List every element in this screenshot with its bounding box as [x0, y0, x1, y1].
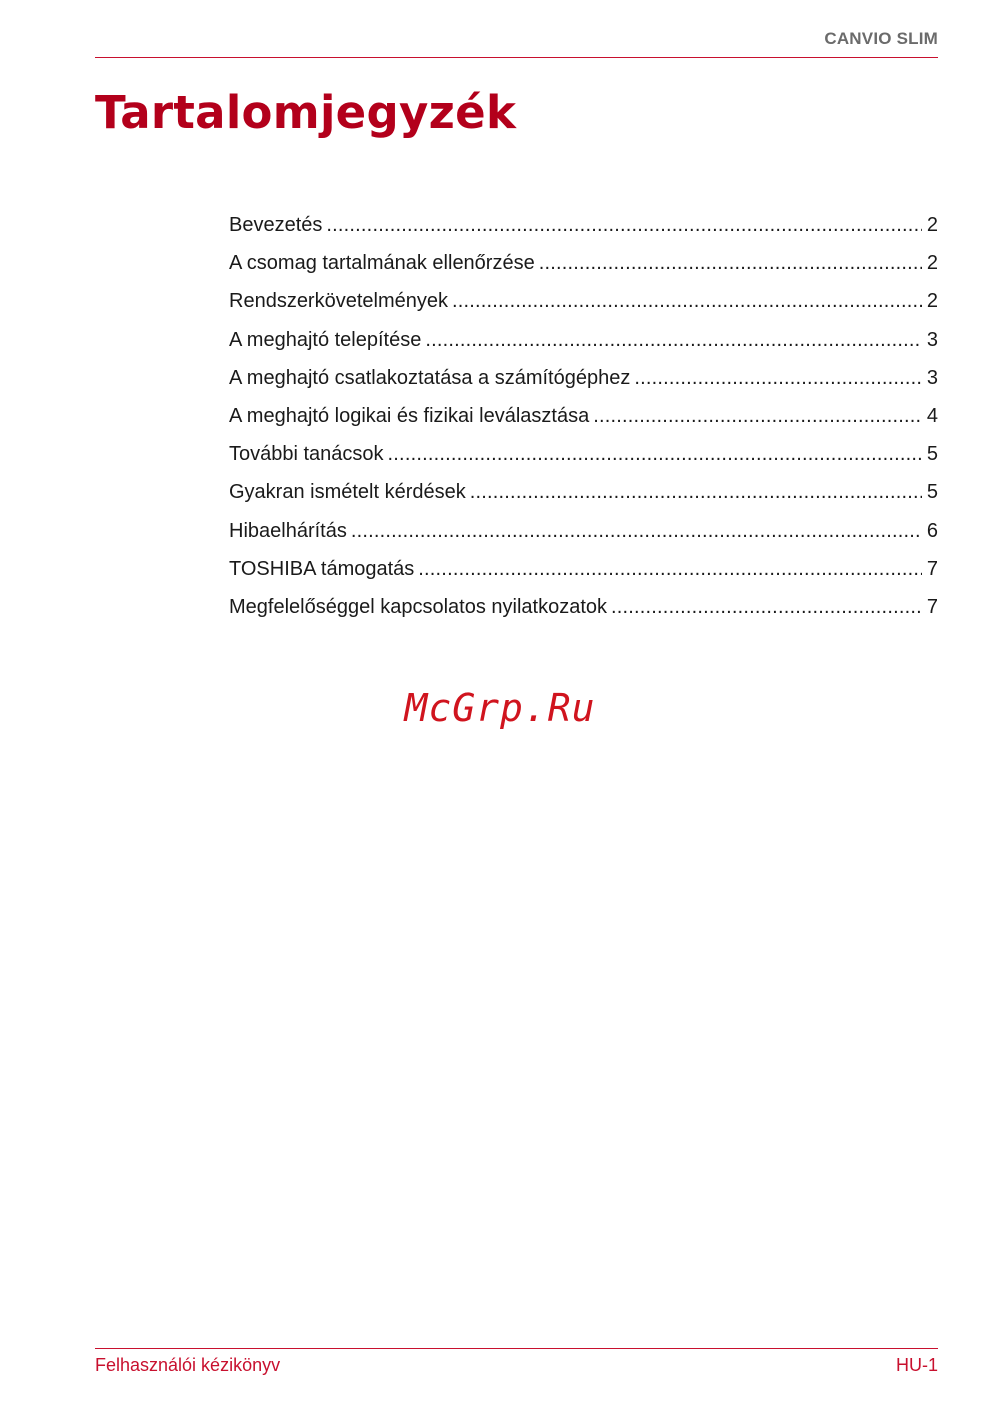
toc-entry[interactable]	[229, 361, 938, 399]
watermark: McGrp.Ru	[404, 686, 596, 730]
toc-entry-page: 2	[926, 290, 938, 313]
toc-entry-page: 2	[926, 214, 938, 236]
toc-dot-leader	[388, 437, 922, 471]
toc-dot-leader	[611, 590, 922, 624]
header-product-name: CANVIO SLIM	[824, 29, 938, 48]
toc-entry-title: Hibaelhárítás	[229, 519, 347, 542]
toc-entry-page: 7	[926, 557, 938, 580]
toc-entry[interactable]	[229, 514, 938, 552]
toc-entry-title: A meghajtó telepítése	[229, 328, 422, 351]
toc-entry[interactable]	[229, 437, 938, 475]
toc-entry-title: Bevezetés	[229, 214, 323, 236]
toc-entry[interactable]	[229, 552, 938, 590]
toc-dot-leader	[425, 323, 922, 357]
toc-entry-title: A meghajtó csatlakoztatása a számítógéphez	[229, 366, 631, 389]
footer-page-number: HU-1	[895, 1355, 938, 1375]
toc-entry-page: 5	[926, 443, 938, 466]
table-of-contents	[229, 208, 938, 628]
toc-dot-leader	[418, 552, 922, 586]
toc-entry-page: 5	[926, 481, 938, 504]
toc-entry[interactable]	[229, 590, 938, 628]
toc-dot-leader	[326, 208, 922, 242]
toc-entry[interactable]	[229, 399, 938, 437]
toc-entry-title: A csomag tartalmának ellenőrzése	[229, 252, 535, 275]
toc-entry[interactable]	[229, 284, 938, 322]
toc-entry[interactable]	[229, 246, 938, 284]
toc-entry-page: 3	[926, 328, 938, 351]
footer-manual-title: Felhasználói kézikönyv	[95, 1355, 281, 1375]
toc-entry-page: 2	[926, 252, 938, 275]
footer-divider	[95, 1348, 938, 1349]
toc-entry-title: Megfelelőséggel kapcsolatos nyilatkozatok	[229, 595, 607, 618]
header-divider	[95, 57, 938, 58]
toc-dot-leader	[539, 246, 922, 280]
toc-entry[interactable]	[229, 475, 938, 513]
toc-dot-leader	[634, 361, 922, 395]
toc-dot-leader	[351, 514, 922, 548]
toc-dot-leader	[452, 284, 922, 318]
toc-entry-page: 7	[926, 595, 938, 618]
toc-dot-leader	[593, 399, 922, 433]
toc-entry-title: További tanácsok	[229, 443, 384, 466]
toc-dot-leader	[470, 475, 922, 509]
toc-entry-title: A meghajtó logikai és fizikai leválasztása	[229, 404, 590, 427]
toc-entry-page: 4	[926, 404, 938, 427]
toc-entry-title: TOSHIBA támogatás	[229, 557, 415, 580]
toc-entry-title: Gyakran ismételt kérdések	[229, 481, 466, 504]
toc-entry[interactable]	[229, 323, 938, 361]
toc-entry[interactable]	[229, 208, 938, 246]
toc-entry-page: 6	[926, 519, 938, 542]
toc-entry-title: Rendszerkövetelmények	[229, 290, 448, 313]
page-title: Tartalomjegyzék	[95, 86, 517, 139]
toc-entry-page: 3	[926, 366, 938, 389]
